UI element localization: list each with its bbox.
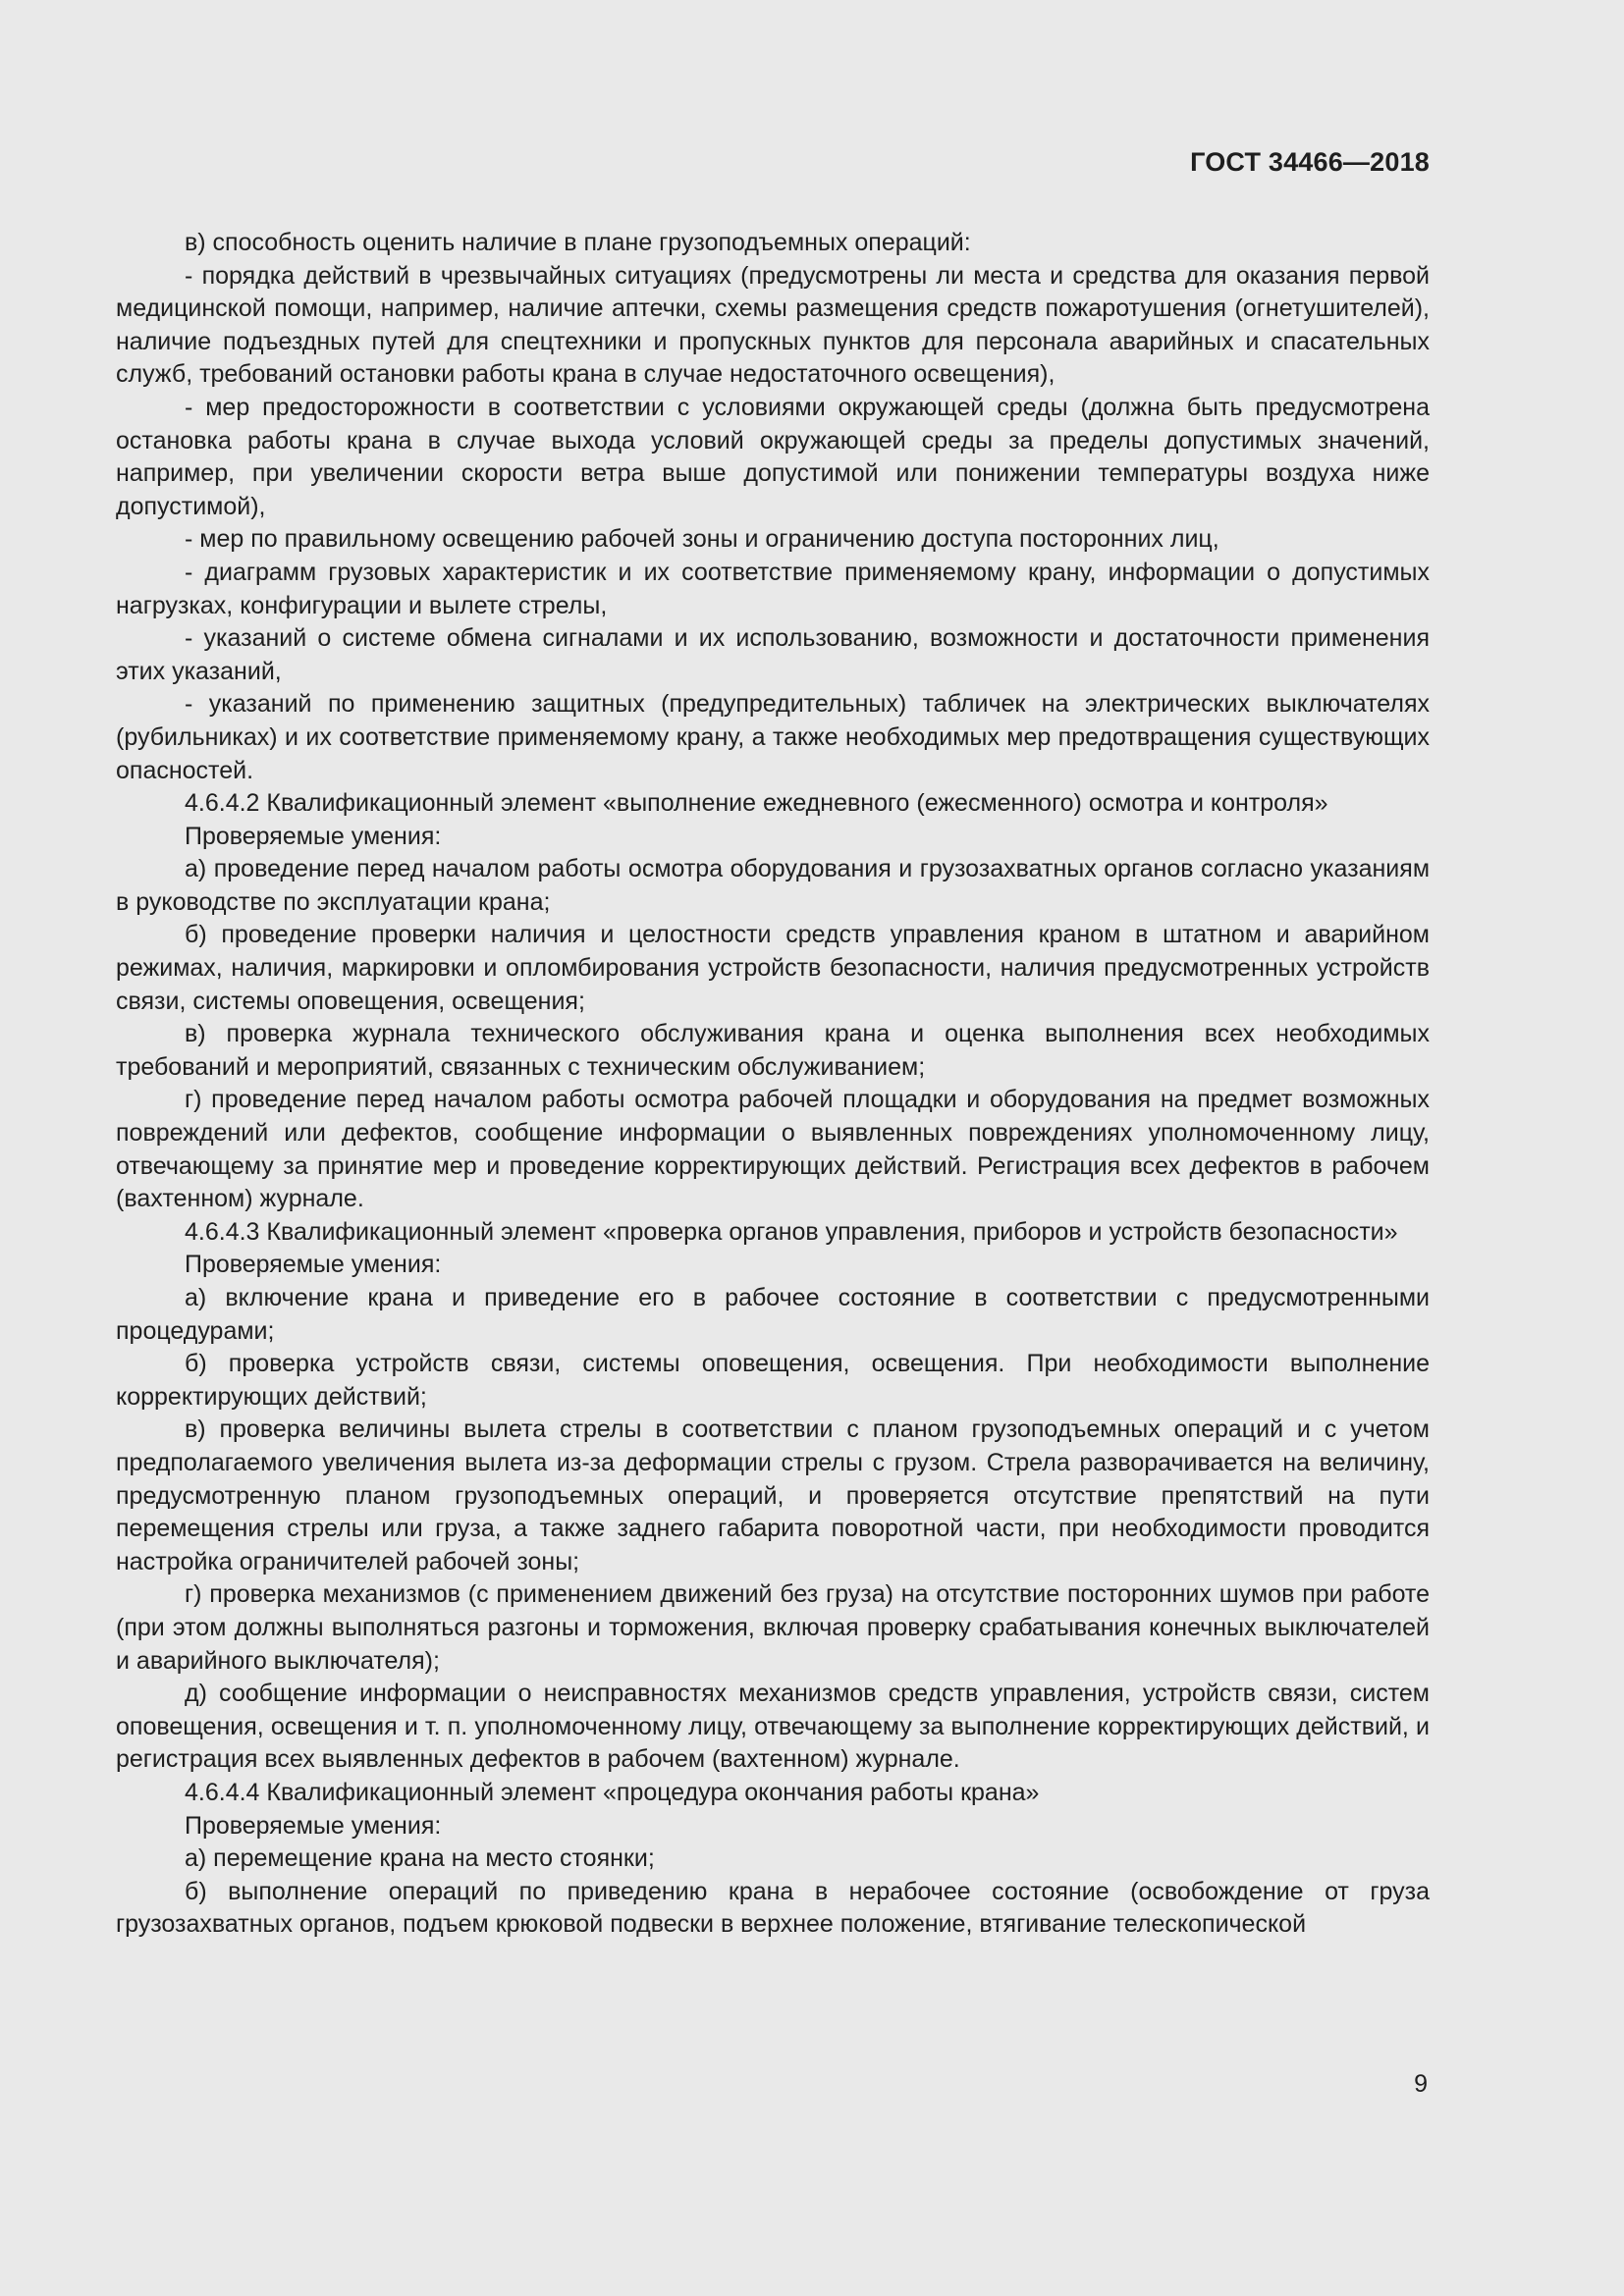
paragraph: в) проверка величины вылета стрелы в соответствии с планом грузоподъемных операций и с учетом предполагаемого увеличения вылета из-за деформации стрелы с грузом. Стрела разворачивается на величину, предусмотренную планом грузоподъемных операций, и проверяется отсутствие препятствий на пути перемещения стрелы или груза, а также заднего габарита поворотной части, при необходимости проводится настройка ограничителей рабочей зоны;: [116, 1415, 1430, 1575]
paragraph: б) проверка устройств связи, системы оповещения, освещения. При необходимости выполнение корректирующих действий;: [116, 1350, 1430, 1411]
paragraph: в) способность оценить наличие в плане грузоподъемных операций:: [185, 229, 971, 256]
paragraph: а) проведение перед началом работы осмотра оборудования и грузозахватных органов согласно указаниям в руководстве по эксплуатации крана;: [116, 855, 1430, 916]
paragraph: а) перемещение крана на место стоянки;: [185, 1844, 655, 1873]
paragraph: - мер предосторожности в соответствии с условиями окружающей среды (должна быть предусмотрена остановка работы крана в случае выхода условий окружающей среды за пределы допустимых значений, например, при увеличении скорости ветра выше допустимой или понижении температуры воздуха ниже допустимой),: [116, 393, 1430, 520]
document-header: ГОСТ 34466—2018: [1190, 147, 1430, 177]
paragraph: Проверяемые умения:: [185, 1811, 442, 1840]
paragraph: - указаний о системе обмена сигналами и их использованию, возможности и достаточности применения этих указаний,: [116, 624, 1430, 685]
page-number: 9: [1414, 2070, 1428, 2098]
paragraph: г) проведение перед началом работы осмотра рабочей площадки и оборудования на предмет возможных повреждений или дефектов, сообщение информации о выявленных повреждениях уполномоченному лицу, отвечающему за принятие мер и проведение корректирующих действий. Регистрация всех дефектов в рабочем (вахтенном) журнале.: [116, 1086, 1430, 1213]
paragraph: 4.6.4.2 Квалификационный элемент «выполнение ежедневного (ежесменного) осмотра и контроля»: [185, 789, 1328, 818]
paragraph: г) проверка механизмов (с применением движений без груза) на отсутствие посторонних шумов при работе (при этом должны выполняться разгоны и торможения, включая проверку срабатывания конечных выключателей и аварийного выключателя);: [116, 1580, 1430, 1675]
paragraph: а) включение крана и приведение его в рабочее состояние в соответствии с предусмотренными процедурами;: [116, 1284, 1430, 1345]
paragraph: Проверяемые умения:: [185, 822, 442, 850]
paragraph: - указаний по применению защитных (предупредительных) табличек на электрических выключателях (рубильниках) и их соответствие применяемому крану, а также необходимых мер предотвращения существующих опасностей.: [116, 690, 1430, 784]
paragraph: д) сообщение информации о неисправностях механизмов средств управления, устройств связи, систем оповещения, освещения и т. п. уполномоченному лицу, отвечающему за выполнение корректирующих действий, и регистрация всех выявленных дефектов в рабочем (вахтенном) журнале.: [116, 1680, 1430, 1774]
paragraph: б) проведение проверки наличия и целостности средств управления краном в штатном и аварийном режимах, наличия, маркировки и опломбирования устройств безопасности, наличия предусмотренных устройств связи, системы оповещения, освещения;: [116, 921, 1430, 1015]
paragraph: - мер по правильному освещению рабочей зоны и ограничению доступа посторонних лиц,: [185, 525, 1219, 554]
paragraph: - диаграмм грузовых характеристик и их соответствие применяемому крану, информации о допустимых нагрузках, конфигурации и вылете стрелы,: [116, 558, 1430, 619]
paragraph: - порядка действий в чрезвычайных ситуациях (предусмотрены ли места и средства для оказания первой медицинской помощи, например, наличие аптечки, схемы размещения средств пожаротушения (огнетушителей), наличие подъездных путей для спецтехники и пропускных пунктов для персонала аварийных и спасательных служб, требований остановки работы крана в случае недостаточного освещения),: [116, 261, 1430, 389]
paragraph: б) выполнение операций по приведению крана в нерабочее состояние (освобождение от груза грузозахватных органов, подъем крюковой подвески в верхнее положение, втягивание телескопической: [116, 1877, 1430, 1939]
paragraph: 4.6.4.3 Квалификационный элемент «проверка органов управления, приборов и устройств безопасности»: [185, 1217, 1398, 1246]
paragraph: 4.6.4.4 Квалификационный элемент «процедура окончания работы крана»: [185, 1778, 1040, 1806]
document-body: [116, 227, 1430, 1942]
paragraph: в) проверка журнала технического обслуживания крана и оценка выполнения всех необходимых требований и мероприятий, связанных с техническим обслуживанием;: [116, 1020, 1430, 1081]
paragraph: Проверяемые умения:: [185, 1251, 442, 1279]
